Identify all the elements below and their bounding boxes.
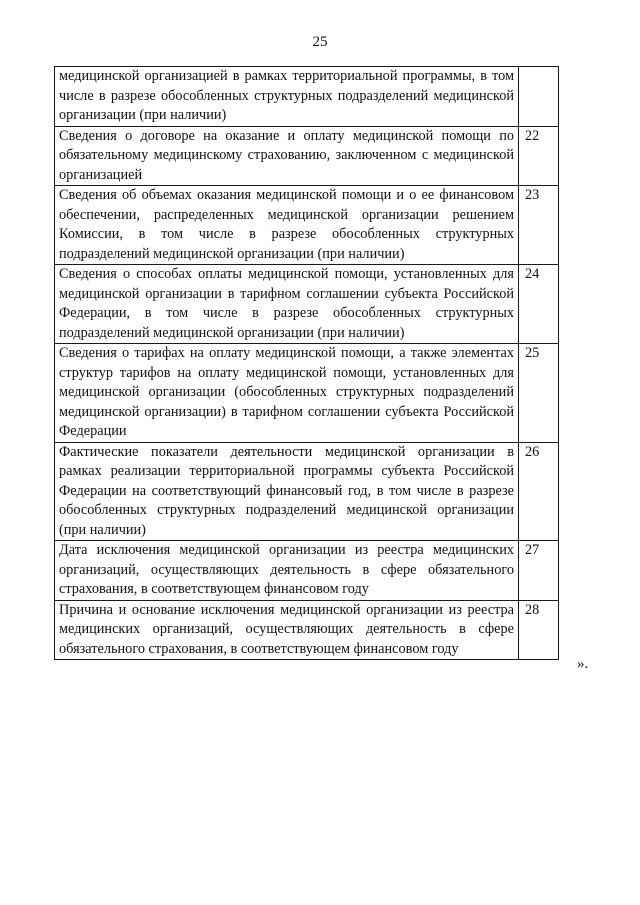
table-row bbox=[55, 265, 559, 344]
row-number: 28 bbox=[519, 600, 559, 660]
row-description: Сведения о договоре на оказание и оплату медицинской помощи по обязательному медицинскому страхованию, заключенном с медицинской организацией bbox=[55, 126, 519, 186]
table-row bbox=[55, 126, 559, 186]
row-description: медицинской организацией в рамках территориальной программы, в том числе в разрезе обособленных структурных подразделений медицинской организации (при наличии) bbox=[55, 67, 519, 127]
row-description: Сведения о способах оплаты медицинской помощи, установленных для медицинской организации в тарифном соглашении субъекта Российской Федерации, в том числе в разрезе обособленных структурных подразделений медицинской организации (при наличии) bbox=[55, 265, 519, 344]
page-number: 25 bbox=[312, 34, 328, 50]
table-row bbox=[55, 344, 559, 443]
table-row bbox=[55, 186, 559, 265]
row-number: 24 bbox=[519, 265, 559, 344]
table-row bbox=[55, 442, 559, 541]
row-number bbox=[519, 67, 559, 127]
registry-fields-table bbox=[54, 66, 559, 660]
row-number: 25 bbox=[519, 344, 559, 443]
closing-quote-mark: ». bbox=[577, 656, 589, 672]
row-description: Причина и основание исключения медицинской организации из реестра медицинских организаций, осуществляющих деятельность в сфере обязательного страхования, в соответствующем финансовом году bbox=[55, 600, 519, 660]
row-number: 22 bbox=[519, 126, 559, 186]
row-description: Сведения о тарифах на оплату медицинской помощи, а также элементах структур тарифов на оплату медицинской помощи, установленных для медицинской организации (обособленных структурных подразделений медицинской организации) в тарифном соглашении субъекта Российской Федерации bbox=[55, 344, 519, 443]
table-row bbox=[55, 541, 559, 601]
row-number: 26 bbox=[519, 442, 559, 541]
row-description: Сведения об объемах оказания медицинской помощи и о ее финансовом обеспечении, распределенных медицинской организации решением Комиссии, в том числе в разрезе обособленных структурных подразделений медицинской организации (при наличии) bbox=[55, 186, 519, 265]
row-number: 23 bbox=[519, 186, 559, 265]
row-number: 27 bbox=[519, 541, 559, 601]
table-row bbox=[55, 600, 559, 660]
row-description: Дата исключения медицинской организации из реестра медицинских организаций, осуществляющих деятельность в сфере обязательного страхования, в соответствующем финансовом году bbox=[55, 541, 519, 601]
table-row bbox=[55, 67, 559, 127]
row-description: Фактические показатели деятельности медицинской организации в рамках реализации территориальной программы субъекта Российской Федерации на соответствующий финансовый год, в том числе в разрезе обособленных структурных подразделений медицинской организации (при наличии) bbox=[55, 442, 519, 541]
